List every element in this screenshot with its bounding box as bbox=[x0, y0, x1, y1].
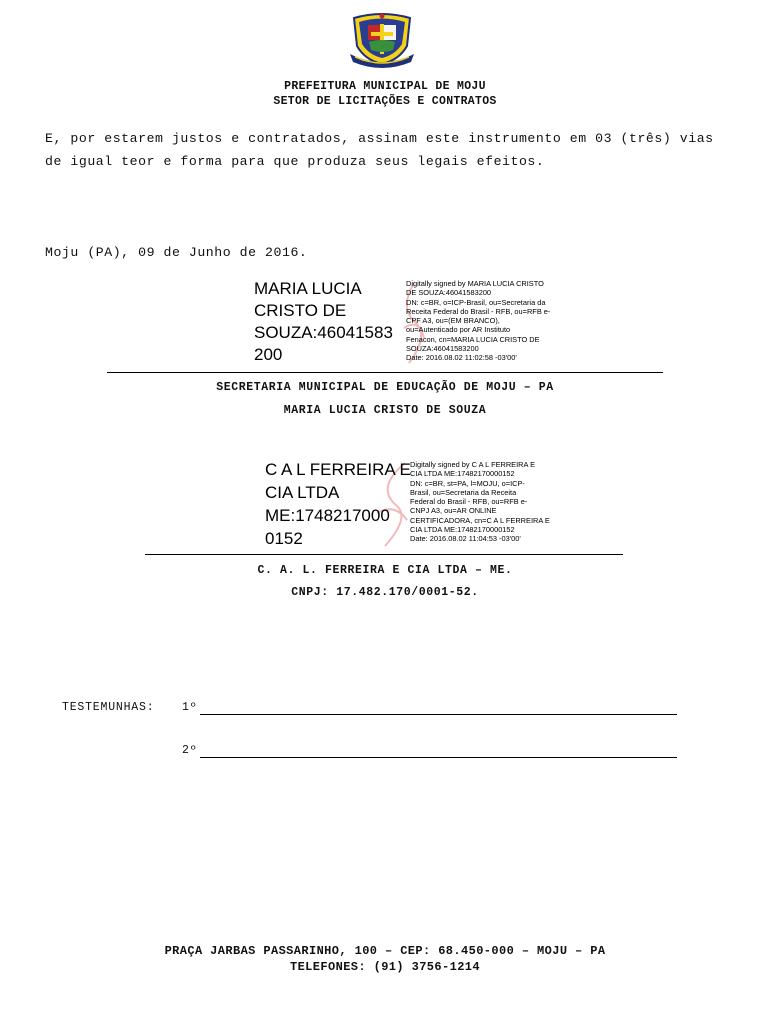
signer-person: MARIA LUCIA CRISTO DE SOUZA bbox=[283, 404, 487, 417]
signer-name-line: 0152 bbox=[265, 529, 303, 548]
company-cnpj: CNPJ: 17.482.170/0001-52. bbox=[291, 586, 479, 599]
footer-phones: TELEFONES: (91) 3756-1214 bbox=[289, 960, 481, 974]
signer-name-line: CIA LTDA bbox=[265, 483, 340, 502]
company-name: C. A. L. FERREIRA E CIA LTDA – ME. bbox=[257, 564, 513, 577]
closing-paragraph-line-1: E, por estarem justos e contratados, assinam este instrumento em 03 (três) vias bbox=[45, 131, 714, 146]
signer-name-1 bbox=[254, 278, 393, 366]
signature-details-1: Digitally signed by MARIA LUCIA CRISTO DE SOUZA:46041583200 DN: c=BR, o=ICP-Brasil, ou=Secretaria da Receita Federal do Brasil - RFB, ou=RFB e- CPF A3, ou=(EM BRANCO), ou=Autenticado por AR Instituto Fenacon, cn=MARIA LUCIA CRISTO DE SOUZA:46041583200 Date: 2016.08.02 11:02:58 -03'00' bbox=[406, 279, 551, 363]
signer-organization: SECRETARIA MUNICIPAL DE EDUCAÇÃO DE MOJU – PA bbox=[216, 381, 554, 394]
witness-2-number: 2º bbox=[182, 744, 198, 757]
signer-name-line: MARIA LUCIA bbox=[254, 279, 362, 298]
witnesses-label: TESTEMUNHAS: bbox=[62, 701, 155, 714]
closing-paragraph-line-2: de igual teor e forma para que produza seus legais efeitos. bbox=[45, 154, 545, 169]
signer-name-line: SOUZA:46041583 bbox=[254, 323, 393, 342]
header-subtitle: SETOR DE LICITAÇÕES E CONTRATOS bbox=[273, 95, 497, 108]
signer-name-line: 200 bbox=[254, 345, 283, 364]
signature-line-2 bbox=[145, 554, 623, 555]
digital-signature-1 bbox=[254, 278, 564, 368]
header-title: PREFEITURA MUNICIPAL DE MOJU bbox=[284, 80, 486, 93]
signer-name-line: CRISTO DE bbox=[254, 301, 347, 320]
witness-1-number: 1º bbox=[182, 701, 198, 714]
witness-2-line bbox=[200, 757, 677, 758]
municipal-crest-logo bbox=[349, 12, 415, 68]
footer-address: PRAÇA JARBAS PASSARINHO, 100 – CEP: 68.450-000 – MOJU – PA bbox=[164, 944, 606, 958]
signature-line-1 bbox=[107, 372, 663, 373]
witness-1-line bbox=[200, 714, 677, 715]
signer-name-line: C A L FERREIRA E bbox=[265, 460, 411, 479]
digital-signature-2 bbox=[265, 458, 565, 550]
signature-details-2: Digitally signed by C A L FERREIRA E CIA LTDA ME:17482170000152 DN: c=BR, st=PA, l=MOJU, o=ICP- Brasil, ou=Secretaria da Receita Federal do Brasil - RFB, ou=RFB e- CNPJ A3, ou=AR ONLINE CERTIFICADORA, cn=C A L FERREIRA E CIA LTDA ME:17482170000152 Date: 2016.08.02 11:04:53 -03'00' bbox=[410, 460, 550, 544]
place-and-date: Moju (PA), 09 de Junho de 2016. bbox=[45, 245, 308, 260]
signer-name-line: ME:1748217000 bbox=[265, 506, 390, 525]
signer-name-2 bbox=[265, 458, 411, 550]
